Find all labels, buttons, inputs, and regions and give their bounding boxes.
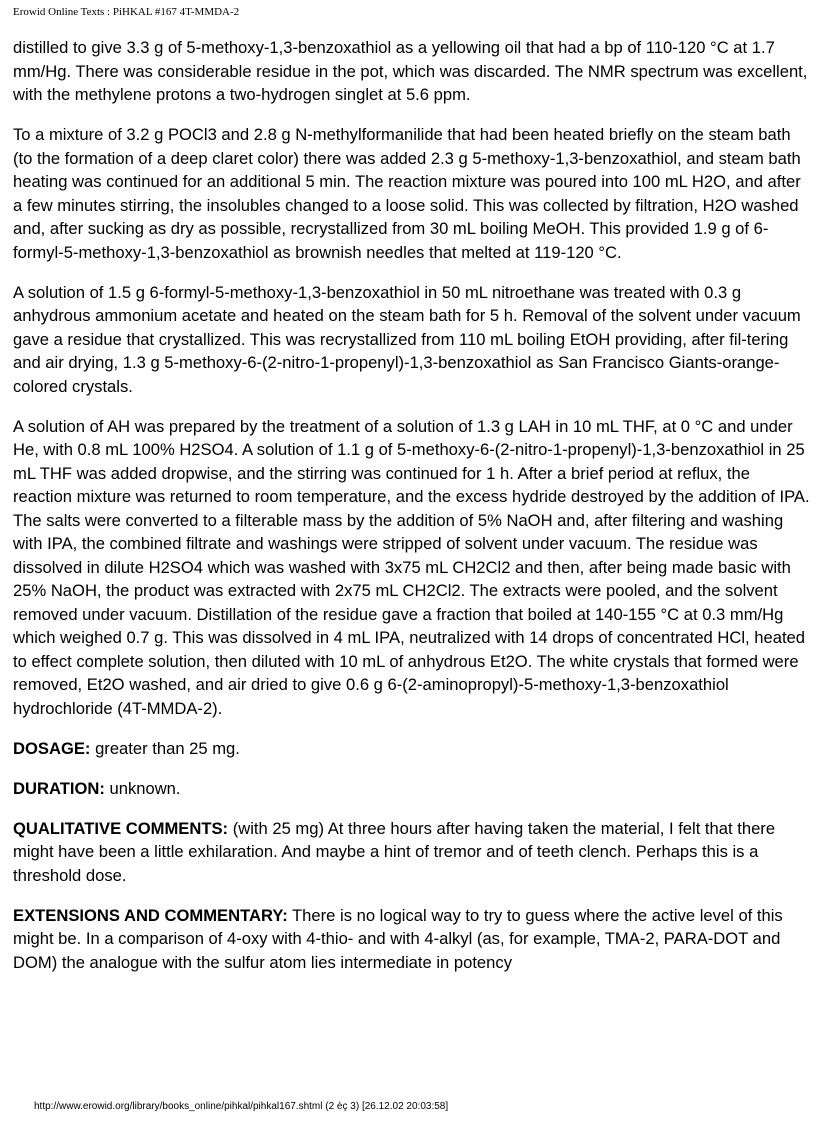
dosage-section [13, 737, 813, 761]
extensions-commentary-text: There is no logical way to try to guess where the active level of this might be. In a comparison of 4-oxy with 4-thio- and with 4-alkyl (as, for example, TMA-2, PARA-DOT and DOM) the analogue with the sulfur atom lies intermediate in potency [13, 905, 783, 972]
qualitative-comments-section [13, 817, 813, 888]
page-header-title: Erowid Online Texts : PiHKAL #167 4T-MMDA-2 [13, 6, 240, 18]
document-body [13, 36, 813, 991]
paragraph-reduction: A solution of AH was prepared by the treatment of a solution of 1.3 g LAH in 10 mL THF, at 0 °C and under He, with 0.8 mL 100% H2SO4. A solution of 1.1 g of 5-methoxy-6-(2-nitro-1-propenyl)-1,3-benzoxathiol in 25 mL THF was added dropwise, and the stirring was continued for 1 h. After a brief period at reflux, the reaction mixture was returned to room temperature, and the excess hydride destroyed by the addition of IPA. The salts were converted to a filterable mass by the addition of 5% NaOH and, after filtering and washing with IPA, the combined filtrate and washings were stripped of solvent under vacuum. The residue was dissolved in dilute H2SO4 which was washed with 3x75 mL CH2Cl2 and then, after being made basic with 25% NaOH, the product was extracted with 2x75 mL CH2Cl2. The extracts were pooled, and the solvent removed under vacuum. Distillation of the residue gave a fraction that boiled at 140-155 °C at 0.3 mm/Hg which weighed 0.7 g. This was dissolved in 4 mL IPA, neutralized with 14 drops of concentrated HCl, heated to effect complete solution, then diluted with 10 mL of anhydrous Et2O. The white crystals that formed were removed, Et2O washed, and air dried to give 0.6 g 6-(2-aminopropyl)-5-methoxy-1,3-benzoxathiol hydrochloride (4T-MMDA-2). [13, 416, 810, 718]
dosage-label: DOSAGE: [13, 738, 91, 758]
extensions-commentary-section [13, 904, 813, 975]
dosage-text: greater than 25 mg. [90, 738, 240, 758]
qualitative-comments-label: QUALITATIVE COMMENTS: [13, 818, 229, 838]
duration-label: DURATION: [13, 778, 105, 798]
qualitative-comments-text: (with 25 mg) At three hours after having taken the material, I felt that there might have been a little exhilaration. And maybe a hint of tremor and of teeth clench. Perhaps this is a threshold dose. [13, 818, 776, 885]
paragraph-nitrostyrene: A solution of 1.5 g 6-formyl-5-methoxy-1,3-benzoxathiol in 50 mL nitroethane was treated with 0.3 g anhydrous ammonium acetate and heated on the steam bath for 5 h. Removal of the solvent under vacuum gave a residue that crystallized. This was recrystallized from 110 mL boiling EtOH providing, after fil-tering and air drying, 1.3 g 5-methoxy-6-(2-nitro-1-propenyl)-1,3-benzoxathiol as San Francisco Giants-orange-colored crystals. [13, 282, 801, 396]
page-footer-url: http://www.erowid.org/library/books_online/pihkal/pihkal167.shtml (2 èç 3) [26.12.02 20:03:58] [34, 1101, 449, 1112]
duration-section [13, 777, 813, 801]
duration-text: unknown. [104, 778, 181, 798]
extensions-commentary-label: EXTENSIONS AND COMMENTARY: [13, 905, 288, 925]
paragraph-distillation: distilled to give 3.3 g of 5-methoxy-1,3-benzoxathiol as a yellowing oil that had a bp of 110-120 °C at 1.7 mm/Hg. There was considerable residue in the pot, which was discarded. The NMR spectrum was excellent, with the methylene protons a two-hydrogen singlet at 5.6 ppm. [13, 38, 808, 104]
paragraph-formylation: To a mixture of 3.2 g POCl3 and 2.8 g N-methylformanilide that had been heated briefly on the steam bath (to the formation of a deep claret color) there was added 2.3 g 5-methoxy-1,3-benzoxathiol, and steam bath heating was continued for an additional 5 min. The reaction mixture was poured into 100 mL H2O, and after a few minutes stirring, the insolubles changed to a loose solid. This was collected by filtration, H2O washed and, after sucking as dry as possible, recrystallized from 30 mL boiling MeOH. This provided 1.9 g of 6-formyl-5-methoxy-1,3-benzoxathiol as brownish needles that melted at 119-120 °C. [13, 125, 801, 262]
